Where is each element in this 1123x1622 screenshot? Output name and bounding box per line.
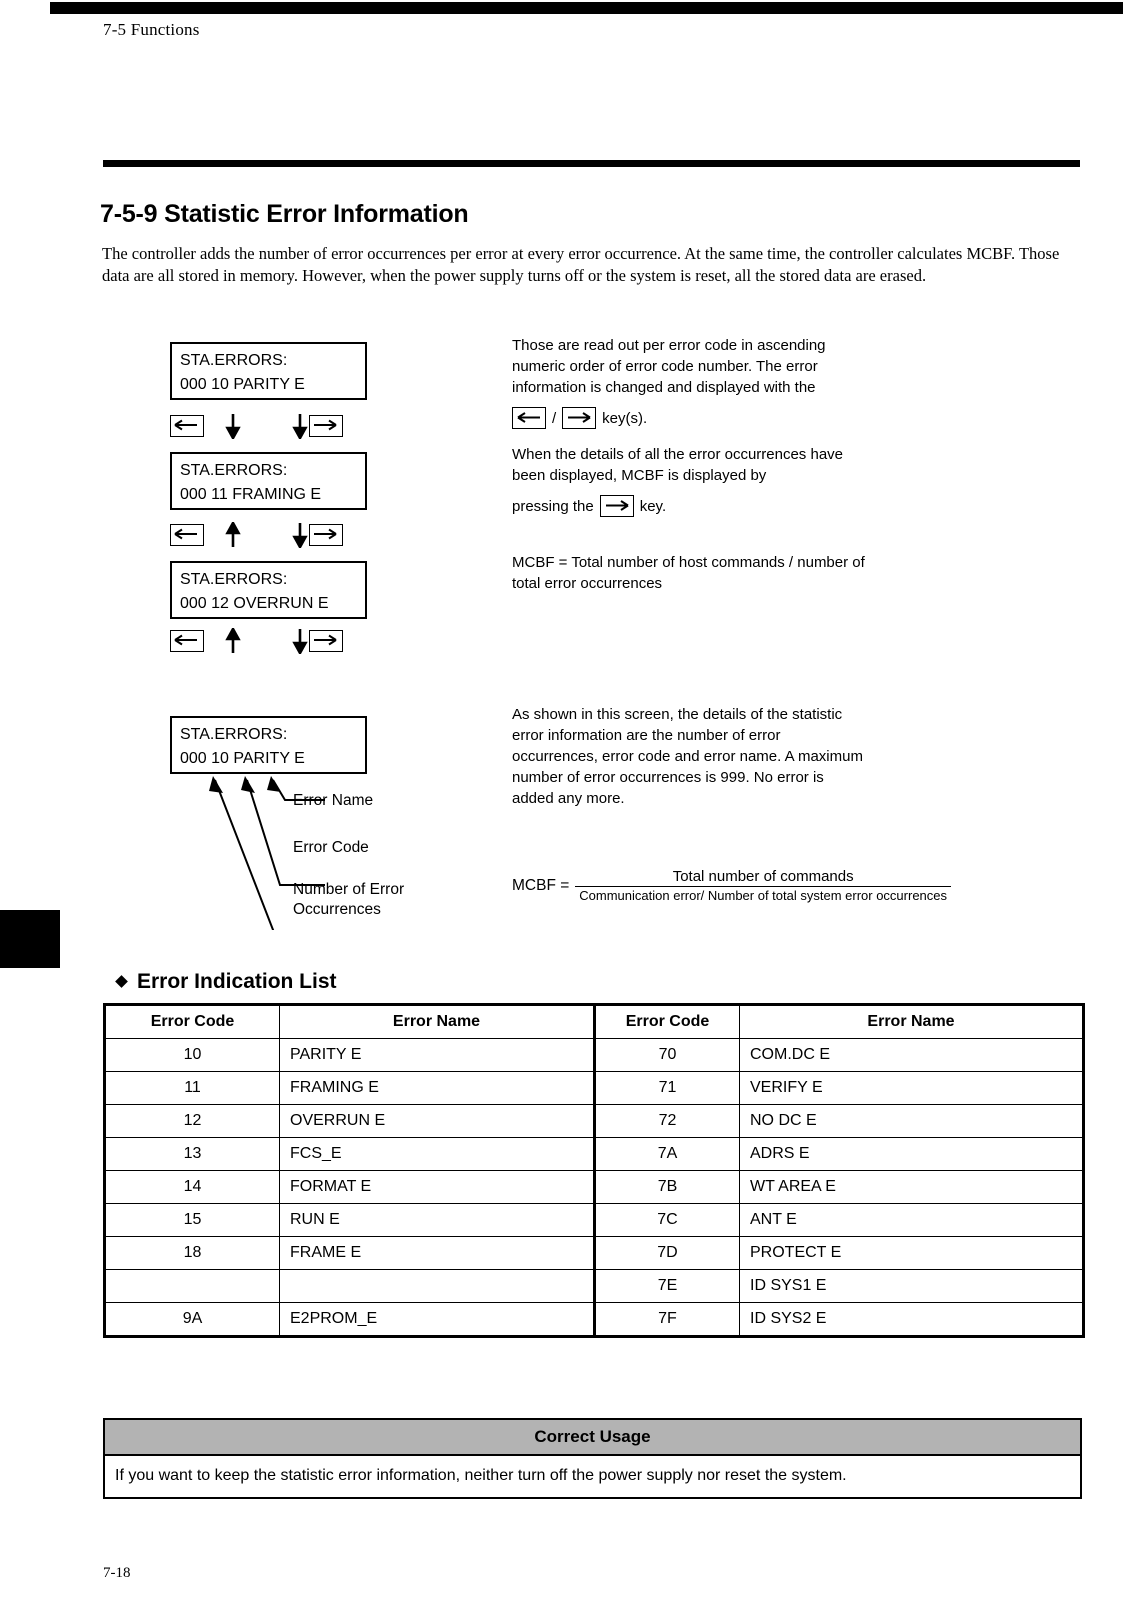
callout-number-of-error-line1: Number of Error [293,881,405,898]
left-arrow-key-icon[interactable] [512,407,546,429]
note-mcbf-tail: key. [639,497,667,515]
down-arrow-icon [292,628,308,654]
note-statistic-details: As shown in this screen, the details of the statistic error information are the number of error occurrences, error code and error name. A maximum number of error occurrences is 999. No error is added any more. [512,706,863,807]
note-mcbf-display-text: When the details of all the error occurrences have been displayed, MCBF is displayed by [512,446,844,484]
down-arrow-icon [292,413,308,439]
lcd-screen-1-line2: 000 10 PARITY E [180,376,305,393]
table-header-row [105,1005,1084,1039]
cell-error-name-left: FCS_E [280,1138,595,1171]
note-mcbf-prekey-text: pressing the [512,497,594,515]
cell-error-code-left: 10 [105,1039,280,1072]
section-rule [103,160,1080,167]
lcd-screen-annotated [170,716,367,774]
table-row [105,1204,1084,1237]
cell-error-name-right: ADRS E [740,1138,1084,1171]
right-arrow-key-icon[interactable] [600,495,634,517]
column-header-error-name-left: Error Name [280,1005,595,1039]
cell-error-name-left: FRAMING E [280,1072,595,1105]
cell-error-code-right: 70 [595,1039,740,1072]
cell-error-code-right: 72 [595,1105,740,1138]
cell-error-code-right: 71 [595,1072,740,1105]
lcd-screen-3-line2: 000 12 OVERRUN E [180,595,329,612]
right-arrow-key-icon[interactable] [309,415,343,437]
note-readout-text: Those are read out per error code in ascending numeric order of error code number. The error information is changed and displayed with the [512,337,826,396]
cell-error-code-right: 7C [595,1204,740,1237]
lcd-screen-2-line1: STA.ERRORS: [180,462,288,479]
note-mcbf-display [512,444,872,517]
cell-error-code-right: 7E [595,1270,740,1303]
cell-error-name-right: VERIFY E [740,1072,1084,1105]
mcbf-formula-label: MCBF = [512,876,570,894]
error-indication-table [103,1003,1085,1338]
lcd-screen-3 [170,561,367,619]
note-mcbf-definition: MCBF = Total number of host commands / number of total error occurrences [512,554,865,592]
mcbf-formula [512,868,951,903]
cell-error-name-left: E2PROM_E [280,1303,595,1337]
cell-error-code-left: 11 [105,1072,280,1105]
cell-error-code-right: 7A [595,1138,740,1171]
lcd-screen-1 [170,342,367,400]
correct-usage-box [103,1418,1082,1499]
table-row [105,1072,1084,1105]
cell-error-name-right: ID SYS2 E [740,1303,1084,1337]
page-number: 7-18 [103,1565,131,1581]
table-row [105,1039,1084,1072]
cell-error-code-left: 18 [105,1237,280,1270]
table-row [105,1138,1084,1171]
table-row [105,1303,1084,1337]
correct-usage-title: Correct Usage [105,1420,1080,1456]
table-row [105,1270,1084,1303]
lcd-screen-annotated-line1: STA.ERRORS: [180,726,288,743]
chapter-edge-tab [0,910,60,968]
note-key-separator: / [552,409,557,427]
cell-error-name-right: ANT E [740,1204,1084,1237]
key-row-2 [170,522,370,548]
column-header-error-code-right: Error Code [595,1005,740,1039]
up-arrow-icon [225,522,241,548]
cell-error-code-right: 7D [595,1237,740,1270]
lcd-screen-2 [170,452,367,510]
diamond-bullet-icon [115,975,128,988]
cell-error-code-left [105,1270,280,1303]
error-list-heading: Error Indication List [137,970,337,993]
cell-error-name-left: PARITY E [280,1039,595,1072]
mcbf-denominator: Communication error/ Number of total system error occurrences [579,888,948,903]
section-intro-paragraph: The controller adds the number of error occurrences per error at every error occurrence. At the same time, the controller calculates MCBF. Those data are all stored in memory. However, when the power supply turns off or the system is reset, all the stored data are erased. [102,244,1060,285]
key-row-1 [170,413,370,439]
table-row [105,1105,1084,1138]
cell-error-name-left: OVERRUN E [280,1105,595,1138]
lcd-screen-1-line1: STA.ERRORS: [180,352,288,369]
cell-error-name-left: FORMAT E [280,1171,595,1204]
lcd-screen-annotated-line2: 000 10 PARITY E [180,750,305,767]
cell-error-code-left: 15 [105,1204,280,1237]
note-readout-tail: key(s). [602,409,648,427]
cell-error-code-right: 7F [595,1303,740,1337]
table-row [105,1171,1084,1204]
cell-error-name-left: FRAME E [280,1237,595,1270]
callout-error-code: Error Code [293,839,369,856]
lcd-screen-3-line1: STA.ERRORS: [180,571,288,588]
cell-error-name-right: COM.DC E [740,1039,1084,1072]
cell-error-code-right: 7B [595,1171,740,1204]
cell-error-name-right: ID SYS1 E [740,1270,1084,1303]
correct-usage-body: If you want to keep the statistic error information, neither turn off the power supply nor reset the system. [115,1467,847,1484]
mcbf-fraction [575,868,951,903]
left-arrow-key-icon[interactable] [170,630,204,652]
left-arrow-key-icon[interactable] [170,524,204,546]
callout-error-name: Error Name [293,792,374,809]
column-header-error-name-right: Error Name [740,1005,1084,1039]
callout-number-of-error-line2: Occurrences [293,901,381,918]
cell-error-code-left: 13 [105,1138,280,1171]
running-head: 7-5 Functions [103,20,200,39]
cell-error-code-left: 9A [105,1303,280,1337]
cell-error-name-left: RUN E [280,1204,595,1237]
column-header-error-code-left: Error Code [105,1005,280,1039]
cell-error-name-right: PROTECT E [740,1237,1084,1270]
page-top-rule [50,2,1123,14]
right-arrow-key-icon[interactable] [309,630,343,652]
table-row [105,1237,1084,1270]
section-title: 7-5-9 Statistic Error Information [100,200,469,228]
down-arrow-icon [225,413,241,439]
down-arrow-icon [292,522,308,548]
cell-error-code-left: 12 [105,1105,280,1138]
lcd-screen-2-line2: 000 11 FRAMING E [180,486,322,503]
right-arrow-key-icon[interactable] [562,407,596,429]
up-arrow-icon [225,628,241,654]
mcbf-numerator: Total number of commands [672,868,854,885]
cell-error-name-right: NO DC E [740,1105,1084,1138]
left-arrow-key-icon[interactable] [170,415,204,437]
note-readout [512,335,872,429]
key-row-3 [170,628,370,654]
cell-error-name-left [280,1270,595,1303]
cell-error-code-left: 14 [105,1171,280,1204]
cell-error-name-right: WT AREA E [740,1171,1084,1204]
right-arrow-key-icon[interactable] [309,524,343,546]
